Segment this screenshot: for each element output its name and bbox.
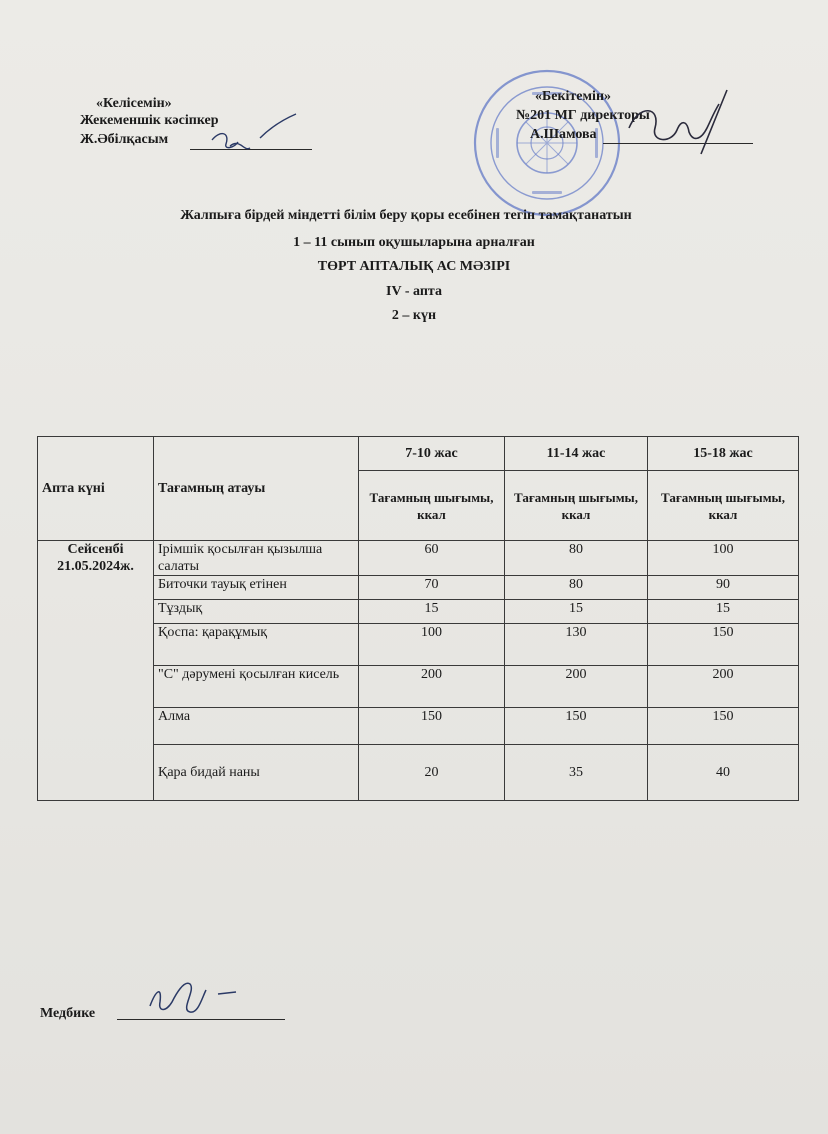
dish-cell: Биточки тауық етінен xyxy=(154,576,359,600)
entrepreneur-role: Жекеменшік кәсіпкер xyxy=(80,113,219,128)
entrepreneur-name: Ж.Әбілқасым xyxy=(80,132,169,147)
value-7-10: 70 xyxy=(359,576,505,600)
entrepreneur-signature xyxy=(200,108,310,158)
dish-cell: Тұздық xyxy=(154,600,359,624)
value-15-18: 150 xyxy=(648,624,799,666)
value-11-14: 130 xyxy=(505,624,648,666)
day-cell: Сейсенбі 21.05.2024ж. xyxy=(38,541,154,801)
director-signature xyxy=(615,84,735,174)
agreed-label: «Келісемін» xyxy=(96,96,172,111)
dish-cell: Алма xyxy=(154,708,359,745)
value-11-14: 80 xyxy=(505,541,648,576)
value-7-10: 60 xyxy=(359,541,505,576)
title-line-3: ТӨРТ АПТАЛЫҚ АС МӘЗІРІ xyxy=(317,259,511,274)
header-day: Апта күні xyxy=(38,437,154,541)
approved-label: «Бекітемін» xyxy=(535,89,612,104)
title-line-2: 1 – 11 сынып оқушыларына арналған xyxy=(293,235,535,250)
value-15-18: 200 xyxy=(648,666,799,708)
header-dish: Тағамның атауы xyxy=(154,437,359,541)
value-15-18: 40 xyxy=(648,745,799,801)
value-15-18: 150 xyxy=(648,708,799,745)
dish-cell: Ірімшік қосылған қызылша салаты xyxy=(154,541,359,576)
menu-table xyxy=(37,436,799,801)
value-7-10: 200 xyxy=(359,666,505,708)
director-name: А.Шамова xyxy=(530,127,597,142)
header-age-15-18: 15-18 жас xyxy=(648,437,799,471)
value-11-14: 150 xyxy=(505,708,648,745)
value-11-14: 200 xyxy=(505,666,648,708)
value-11-14: 15 xyxy=(505,600,648,624)
header-yield-2: Тағамның шығымы, ккал xyxy=(505,471,648,541)
value-11-14: 35 xyxy=(505,745,648,801)
value-7-10: 20 xyxy=(359,745,505,801)
title-line-4: IV - апта xyxy=(386,284,442,299)
value-7-10: 15 xyxy=(359,600,505,624)
header-age-11-14: 11-14 жас xyxy=(505,437,648,471)
value-15-18: 100 xyxy=(648,541,799,576)
table-row xyxy=(38,541,799,576)
value-15-18: 15 xyxy=(648,600,799,624)
dish-cell: "С" дәрумені қосылған кисель xyxy=(154,666,359,708)
value-7-10: 150 xyxy=(359,708,505,745)
title-line-1: Жалпыға бірдей міндетті білім беру қоры есебінен тегін тамақтанатын xyxy=(180,208,632,223)
director-role: №201 МГ директоры xyxy=(516,108,650,123)
header-age-7-10: 7-10 жас xyxy=(359,437,505,471)
dish-cell: Қоспа: қарақұмық xyxy=(154,624,359,666)
value-7-10: 100 xyxy=(359,624,505,666)
nurse-signature xyxy=(140,972,250,1022)
header-yield-1: Тағамның шығымы, ккал xyxy=(359,471,505,541)
value-15-18: 90 xyxy=(648,576,799,600)
nurse-label: Медбике xyxy=(40,1006,96,1021)
dish-cell: Қара бидай наны xyxy=(154,745,359,801)
title-line-5: 2 – күн xyxy=(391,308,437,323)
value-11-14: 80 xyxy=(505,576,648,600)
header-row-ages xyxy=(38,437,799,471)
header-yield-3: Тағамның шығымы, ккал xyxy=(648,471,799,541)
